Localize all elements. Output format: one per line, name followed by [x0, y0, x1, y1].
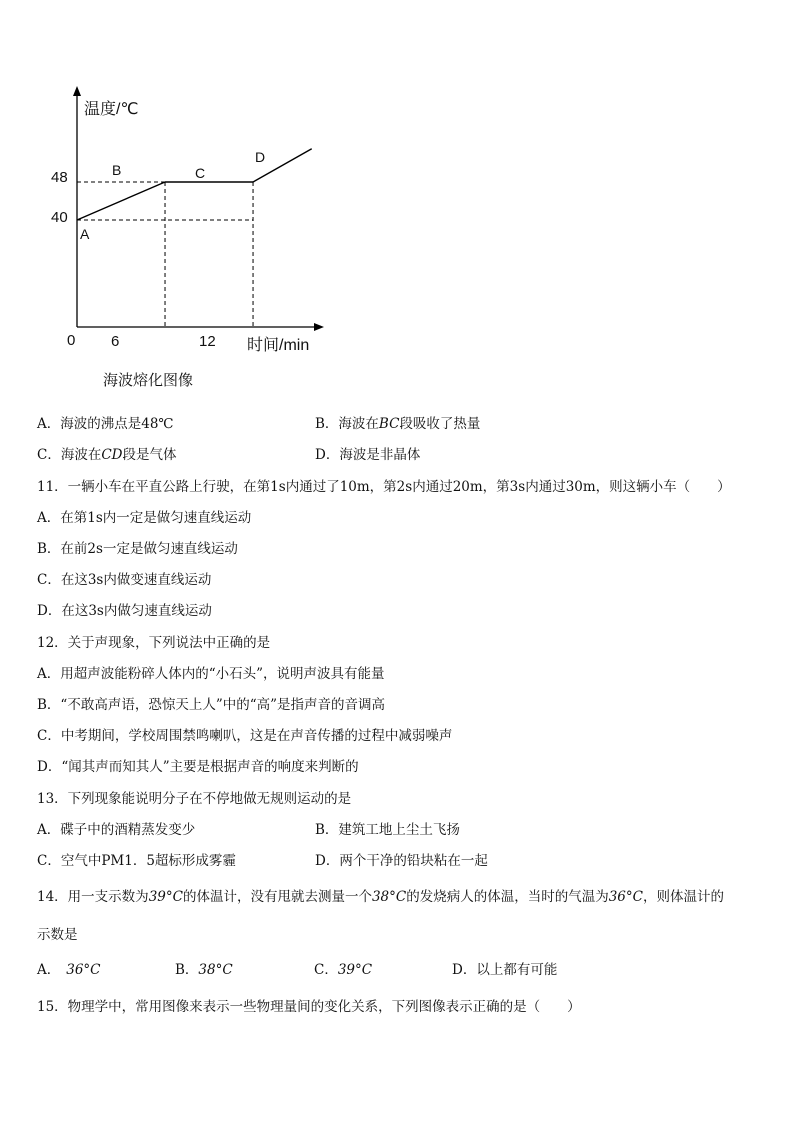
x-axis-label: 时间/min [247, 337, 310, 354]
q12-option-a: A．用超声波能粉碎人体内的“小石头”，说明声波具有能量 [37, 666, 385, 682]
x-tick-0: 0 [67, 332, 76, 349]
figure-caption: 海波熔化图像 [103, 371, 194, 389]
q12-stem: 12．关于声现象，下列说法中正确的是 [37, 635, 271, 651]
q14-temp-36: 36°C [608, 889, 643, 905]
y-axis-label: 温度/℃ [84, 101, 139, 118]
q14-stem-line2: 示数是 [37, 927, 78, 943]
q14-temp-38: 38°C [371, 889, 407, 905]
q11-stem: 11．一辆小车在平直公路上行驶，在第1s内通过了10m，第2s内通过20m，第3s内通过30m，则这辆小车（ ） [37, 479, 731, 495]
q11-option-c: C．在这3s内做变速直线运动 [37, 572, 212, 588]
q14-stem-part3: 的发烧病人的体温，当时的气温为 [406, 889, 609, 905]
q14-a-value: 36°C [66, 962, 101, 978]
point-label-c: C [195, 165, 206, 181]
q10-c-post: 段是气体 [122, 447, 177, 463]
q14-option-d: D．以上都有可能 [452, 962, 558, 978]
q14-b-value: 38°C [198, 962, 233, 978]
q10-option-b [315, 414, 480, 434]
point-label-b: B [112, 162, 122, 178]
q12-option-d: D．“闻其声而知其人”主要是根据声音的响度来判断的 [37, 759, 359, 775]
q13-option-a: A．碟子中的酒精蒸发变少 [37, 822, 196, 838]
q11-option-b: B．在前2s一定是做匀速直线运动 [37, 541, 238, 557]
point-label-d: D [255, 149, 266, 165]
y-tick-40: 40 [51, 209, 68, 226]
q11-option-d: D．在这3s内做匀速直线运动 [37, 603, 212, 619]
q14-stem-part1: 14．用一支示数为 [37, 889, 149, 905]
q10-b-segment: BC [378, 416, 400, 432]
q12-option-c: C．中考期间，学校周围禁鸣喇叭，这是在声音传播的过程中减弱噪声 [37, 728, 453, 744]
point-label-a: A [80, 226, 90, 242]
q14-b-label: B． [175, 962, 199, 978]
y-tick-48: 48 [51, 169, 68, 186]
q10-b-post: 段吸收了热量 [399, 416, 481, 432]
x-tick-12: 12 [199, 333, 216, 350]
q10-option-d: D．海波是非晶体 [315, 447, 421, 463]
q11-option-a: A．在第1s内一定是做匀速直线运动 [37, 510, 252, 526]
q14-stem-line1 [37, 887, 724, 907]
q13-option-d: D．两个干净的铅块粘在一起 [315, 853, 488, 869]
y-axis-arrow [73, 86, 81, 96]
q12-option-b: B．“不敢高声语，恐惊天上人”中的“高”是指声音的音调高 [37, 697, 386, 713]
curve-segment-AB [77, 182, 165, 220]
q14-stem-part4: ，则体温计的 [642, 889, 724, 905]
q10-option-c [37, 445, 177, 465]
q10-b-pre: B．海波在 [315, 416, 379, 432]
q14-c-value: 39°C [337, 962, 373, 978]
q14-option-c [314, 960, 372, 980]
q10-c-segment: CD [101, 447, 123, 463]
q14-a-label: A． [37, 962, 61, 978]
q14-stem-part2: 的体温计，没有甩就去测量一个 [182, 889, 372, 905]
q15-stem: 15．物理学中，常用图像来表示一些物理量间的变化关系，下列图像表示正确的是（ ） [37, 999, 581, 1015]
q14-option-a [37, 960, 101, 980]
x-tick-6: 6 [111, 333, 120, 350]
q13-option-b: B．建筑工地上尘土飞扬 [315, 822, 460, 838]
melting-graph [40, 82, 340, 392]
q10-c-pre: C．海波在 [37, 447, 102, 463]
q14-temp-39: 39°C [148, 889, 183, 905]
q14-option-b [175, 960, 233, 980]
q13-stem: 13．下列现象能说明分子在不停地做无规则运动的是 [37, 791, 352, 807]
q14-c-label: C． [314, 962, 338, 978]
q13-option-c: C．空气中PM1．5超标形成雾霾 [37, 853, 236, 869]
x-axis-arrow [314, 323, 324, 331]
q10-option-a: A．海波的沸点是48℃ [37, 416, 174, 432]
